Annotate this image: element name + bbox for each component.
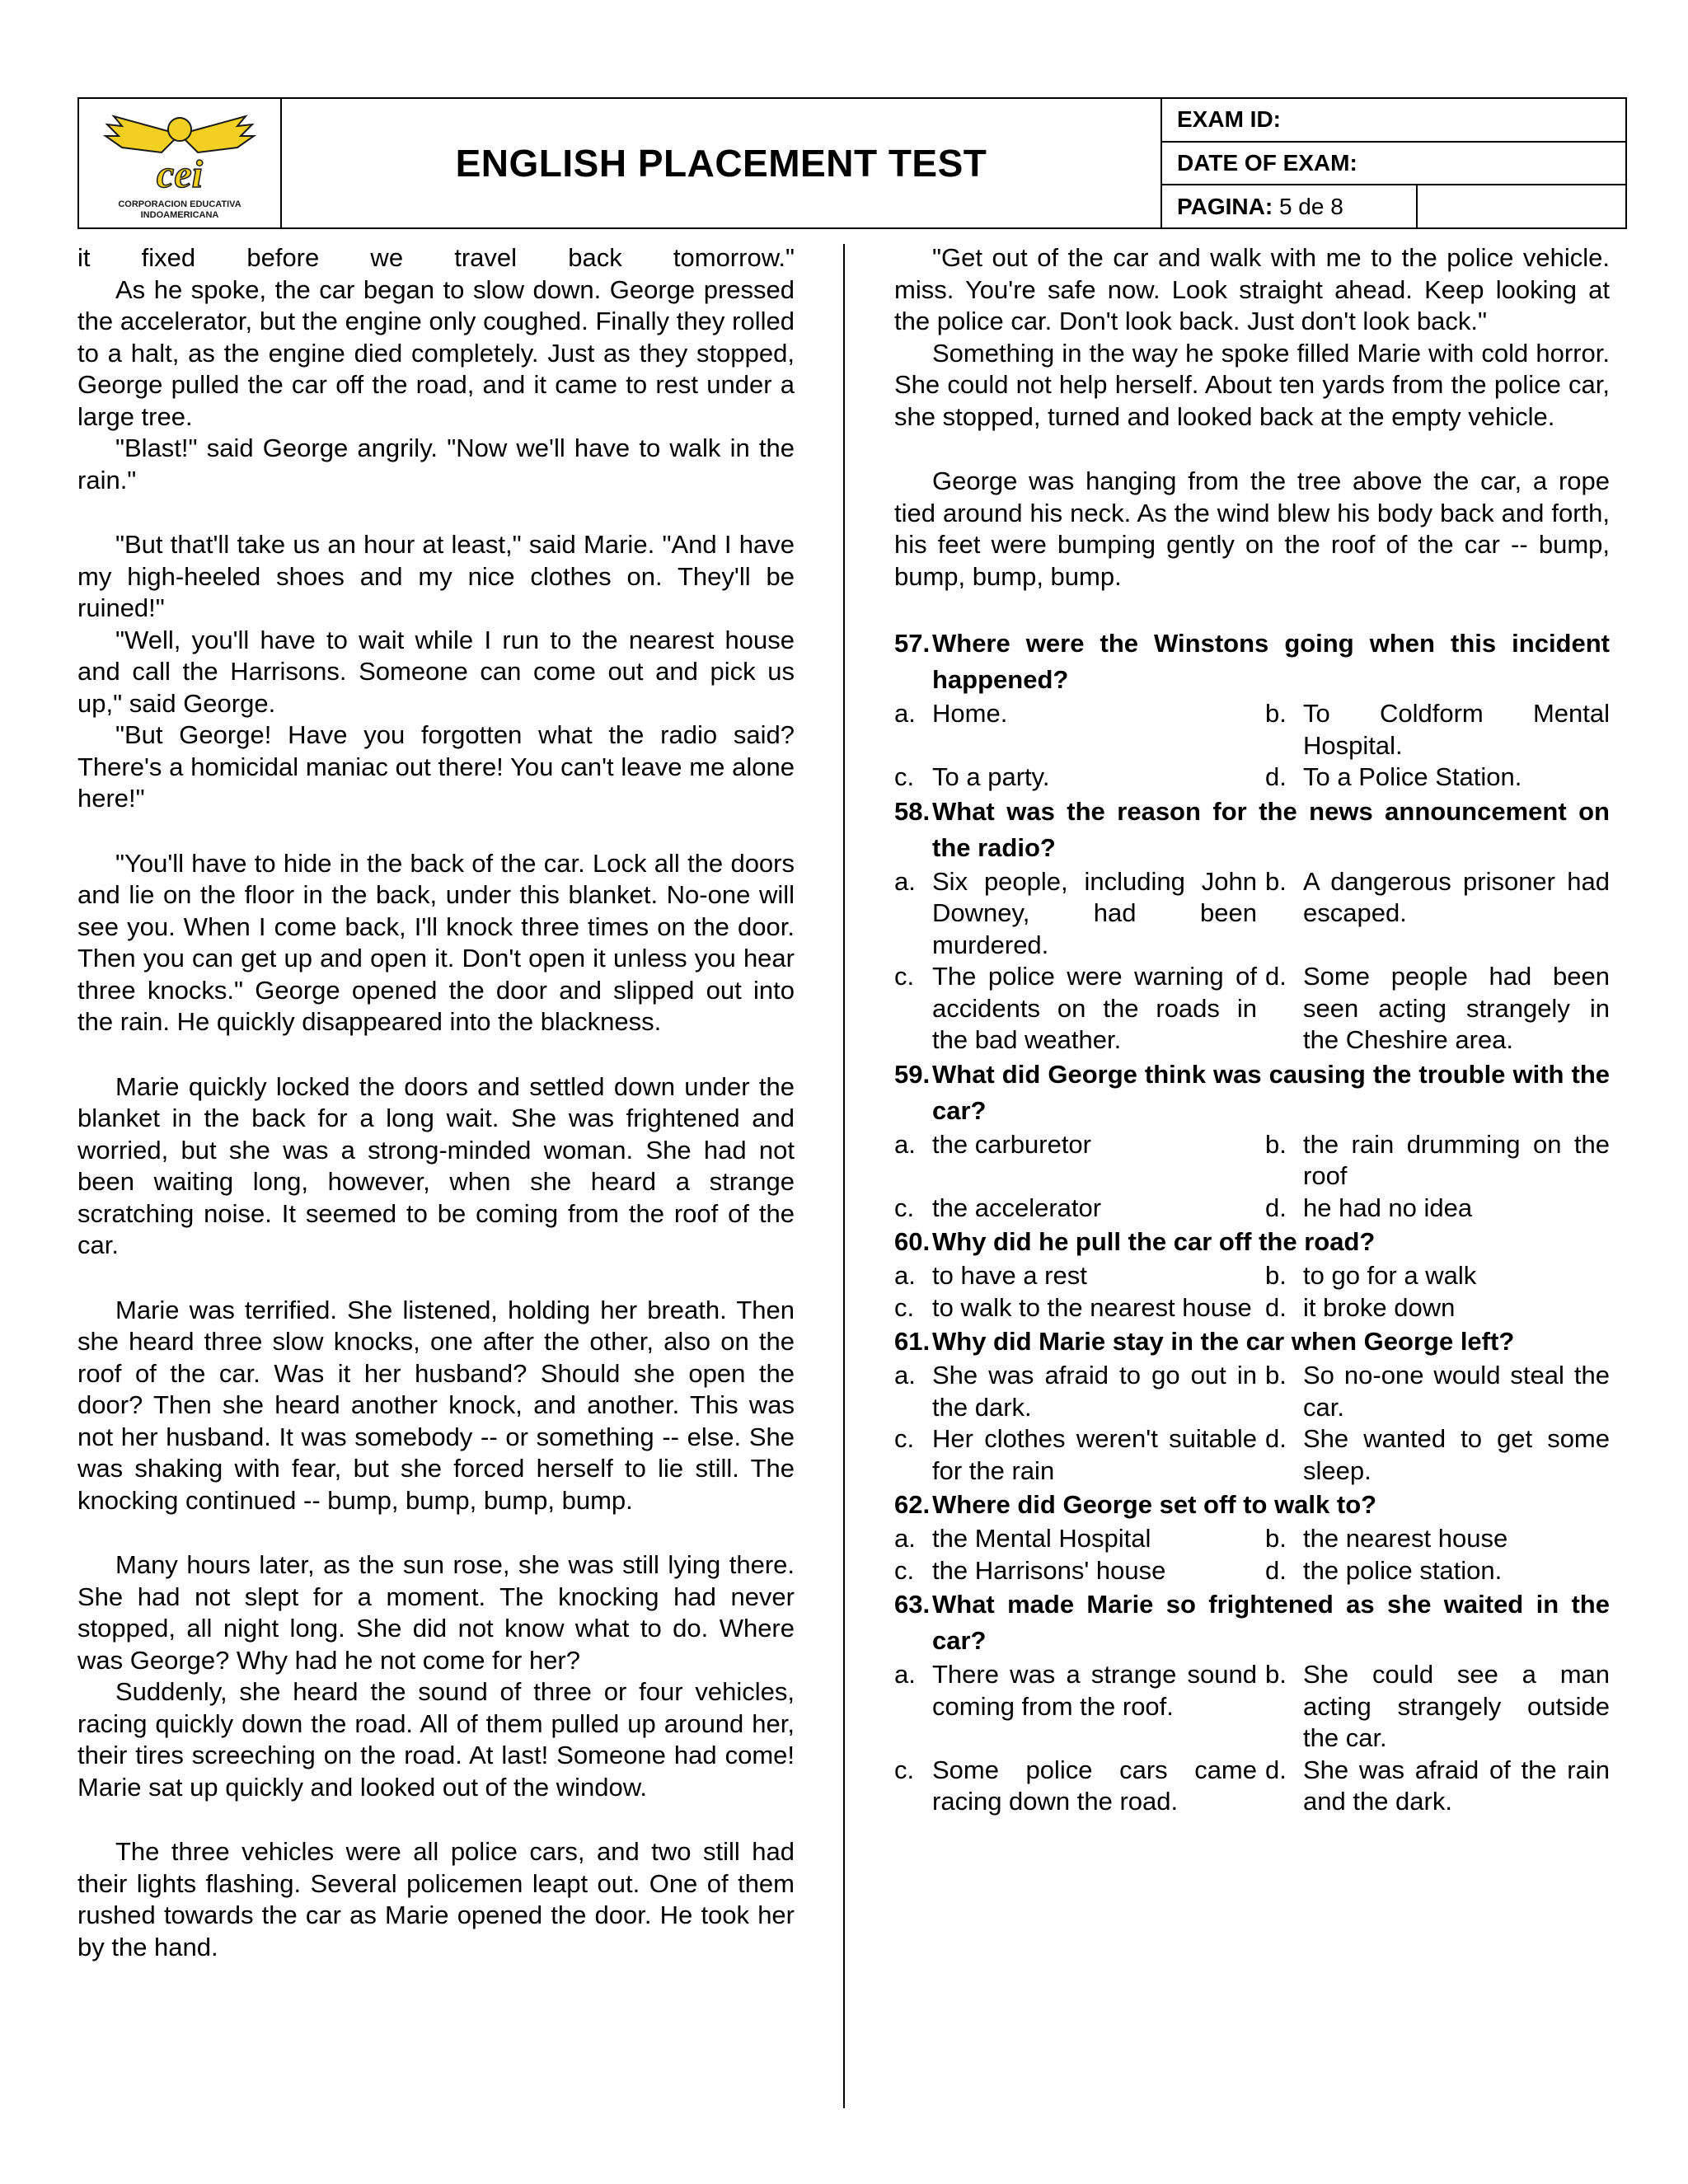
answer-option[interactable] [894,1523,1265,1555]
answer-option[interactable] [894,961,1265,1057]
answer-option[interactable] [894,1129,1265,1193]
question-number: 59. [894,1059,931,1089]
option-text: She could see a man acting strangely outside the car. [1303,1660,1610,1752]
answer-options [894,1523,1610,1586]
title-cell [282,99,1162,227]
question-number: 57. [894,629,931,658]
option-letter: a. [894,1524,916,1553]
answer-option[interactable] [894,866,1265,962]
option-letter: b. [1265,1660,1287,1689]
option-letter: a. [894,699,916,728]
option-letter: b. [1265,1261,1287,1290]
answer-options [894,1360,1610,1487]
option-text: the carburetor [932,1129,1091,1159]
story-paragraph: "But that'll take us an hour at least," said Marie. "And I have my high-heeled shoes and my nice clothes on. They'll be ruined!" [77,530,795,622]
question-number: 61. [894,1327,931,1356]
option-letter: c. [894,1193,915,1222]
option-text: The police were warning of accidents on the roads in the bad weather. [932,962,1257,1054]
option-text: Her clothes weren't suitable for the rain [932,1424,1257,1485]
story-paragraph: Many hours later, as the sun rose, she was still lying there. She had not slept for a moment. The knocking had never stopped, all night long. She did not know what to do. Where was George? Why had he not come for her? [77,1550,795,1675]
option-letter: d. [1265,962,1287,991]
story-paragraph: "Well, you'll have to wait while I run to the nearest house and call the Harrisons. Someone can come out and pick us up," said George. [77,625,795,718]
option-text: So no-one would steal the car. [1303,1361,1610,1422]
page-row [1162,184,1625,227]
question-number: 60. [894,1227,931,1256]
story-column-right [894,242,1610,1818]
cei-logo-icon [97,101,262,225]
question-number: 63. [894,1590,931,1619]
question [894,1487,1610,1523]
story-paragraph: Marie quickly locked the doors and settled down under the blanket in the back for a long wait. She was frightened and worried, but she was a strong-minded woman. She had not been waiting long, however, when she heard a strange scratching noise. It seemed to be coming from the roof of the car. [77,1071,795,1259]
answer-option[interactable] [1265,1292,1610,1324]
answer-option[interactable] [1265,698,1610,762]
option-letter: b. [1265,866,1287,896]
option-letter: d. [1265,1193,1287,1222]
answer-option[interactable] [894,1423,1265,1487]
option-letter: a. [894,1361,916,1390]
question [894,794,1610,866]
question [894,1224,1610,1260]
option-letter: b. [1265,1524,1287,1553]
answer-option[interactable] [894,1292,1265,1324]
story-column-left [77,242,795,1963]
option-letter: b. [1265,1361,1287,1390]
question [894,1586,1610,1659]
answer-options [894,1659,1610,1818]
date-label: DATE OF EXAM: [1177,150,1357,176]
story-paragraph: "Blast!" said George angrily. "Now we'll have to walk in the rain." [77,434,795,494]
option-text: Some police cars came racing down the road. [932,1755,1257,1816]
story-paragraph: Something in the way he spoke filled Marie with cold horror. She could not help herself. About ten yards from the police car, she stopped, turned and looked back at the empty vehicle. [894,338,1610,431]
page-label: PAGINA: [1177,193,1273,219]
option-text: She was afraid of the rain and the dark. [1303,1755,1610,1816]
svg-text:cei: cei [157,152,203,196]
answer-option[interactable] [1265,1659,1610,1755]
question-text: Where were the Winstons going when this incident happened? [932,629,1610,694]
option-text: She wanted to get some sleep. [1303,1424,1610,1485]
option-text: the Harrisons' house [932,1555,1166,1585]
question-text: What made Marie so frightened as she waited in the car? [932,1590,1610,1655]
question-text: Why did Marie stay in the car when George left? [932,1327,1515,1356]
question [894,1324,1610,1360]
story-paragraph: Marie was terrified. She listened, holding her breath. Then she heard three slow knocks, one after the other, also on the roof of the car. Was it her husband? Should she open the door? Then she heard another knock, and another. This was not her husband. It was somebody -- or something -- else. She was shaking with fear, but she forced herself to lie still. The knocking continued -- bump, bump, bump, bump. [77,1295,795,1515]
option-letter: a. [894,1261,916,1290]
question-number: 58. [894,796,931,826]
answer-option[interactable] [1265,762,1610,794]
answer-option[interactable] [894,1755,1265,1818]
option-letter: a. [894,1129,916,1159]
option-letter: d. [1265,1292,1287,1322]
option-text: Home. [932,699,1008,728]
exam-meta [1162,99,1625,227]
option-text: it broke down [1303,1292,1456,1322]
question-text: Where did George set off to walk to? [932,1490,1377,1519]
option-text: the accelerator [932,1193,1102,1222]
option-text: to go for a walk [1303,1261,1477,1290]
option-text: To a party. [932,762,1050,791]
svg-text:CORPORACION EDUCATIVA: CORPORACION EDUCATIVA [118,199,241,209]
page-blank-cell [1418,185,1625,227]
answer-option[interactable] [1265,1360,1610,1423]
option-letter: a. [894,1660,916,1689]
answer-option[interactable] [894,1193,1265,1225]
story-paragraph: Suddenly, she heard the sound of three or four vehicles, racing quickly down the road. All of them pulled up around her, their tires screeching on the road. At last! Someone had come! Marie sat up quickly and looked out of the window. [77,1677,795,1802]
story-paragraph: "Get out of the car and walk with me to the police vehicle. miss. You're safe now. Look straight ahead. Keep looking at the police car. Don't look back. Just don't look back." [894,243,1610,335]
question [894,1057,1610,1129]
question [894,626,1610,698]
story-paragraph: As he spoke, the car began to slow down. George pressed the accelerator, but the engine only coughed. Finally they rolled to a halt, as the engine died completely. Just as they stopped, George pulled the car off the road, and it came to rest under a large tree. [77,274,795,431]
date-row [1162,141,1625,185]
option-letter: d. [1265,1755,1287,1784]
option-text: Six people, including John Downey, had been murdered. [932,866,1257,959]
exam-id-row [1162,99,1625,141]
answer-options [894,866,1610,1057]
option-letter: d. [1265,1555,1287,1585]
question-number: 62. [894,1490,931,1519]
column-divider [843,244,845,2108]
question-text: Why did he pull the car off the road? [932,1227,1376,1256]
answer-options [894,1129,1610,1225]
answer-option[interactable] [1265,961,1610,1057]
option-text: There was a strange sound coming from the roof. [932,1660,1257,1721]
answer-option[interactable] [1265,1555,1610,1587]
option-letter: c. [894,1292,915,1322]
answer-option[interactable] [894,698,1265,762]
option-letter: c. [894,1424,915,1453]
option-text: the police station. [1303,1555,1503,1585]
option-text: the nearest house [1303,1524,1508,1553]
option-text: the Mental Hospital [932,1524,1151,1553]
answer-option[interactable] [894,1659,1265,1755]
answer-option[interactable] [894,1260,1265,1292]
option-letter: a. [894,866,916,896]
answer-option[interactable] [1265,1755,1610,1818]
option-text: he had no idea [1303,1193,1473,1222]
option-letter: c. [894,762,915,791]
questions-section [894,626,1610,1818]
answer-option[interactable] [1265,866,1610,962]
question-text: What was the reason for the news announcement on the radio? [932,796,1610,862]
exam-header [77,97,1627,229]
option-text: To Coldform Mental Hospital. [1303,699,1610,760]
option-letter: b. [1265,1129,1287,1159]
option-text: She was afraid to go out in the dark. [932,1361,1257,1422]
option-text: the rain drumming on the roof [1303,1129,1610,1190]
option-letter: b. [1265,699,1287,728]
option-text: to walk to the nearest house [932,1292,1252,1322]
page-number: 5 de 8 [1278,193,1343,219]
option-text: A dangerous prisoner had escaped. [1303,866,1610,927]
answer-option[interactable] [894,1555,1265,1587]
exam-id-label: EXAM ID: [1177,106,1281,133]
svg-text:INDOAMERICANA: INDOAMERICANA [140,210,219,220]
answer-option[interactable] [894,762,1265,794]
story-paragraph: George was hanging from the tree above the car, a rope tied around his neck. As the wind blew his body back and forth, his feet were bumping gently on the roof of the car -- bump, bump, bump, bump. [894,466,1610,591]
story-paragraph: "But George! Have you forgotten what the radio said? There's a homicidal maniac out there! You can't leave me alone here!" [77,720,795,813]
option-letter: c. [894,962,915,991]
answer-option[interactable] [1265,1129,1610,1193]
option-letter: c. [894,1555,915,1585]
answer-option[interactable] [1265,1523,1610,1555]
answer-options [894,698,1610,794]
option-letter: d. [1265,1424,1287,1453]
option-text: Some people had been seen acting strangely in the Cheshire area. [1303,962,1610,1054]
story-paragraph: The three vehicles were all police cars, and two still had their lights flashing. Several policemen leapt out. One of them rushed towards the car as Marie opened the door. He took her by the hand. [77,1837,795,1961]
story-paragraph: "You'll have to hide in the back of the car. Lock all the doors and lie on the floor in the back, under this blanket. No-one will see you. When I come back, I'll knock three times on the door. Then you can get up and open it. Don't open it unless you hear three knocks." George opened the door and slipped out into the rain. He quickly disappeared into the blackness. [77,848,795,1036]
answer-option[interactable] [894,1360,1265,1423]
page-title: ENGLISH PLACEMENT TEST [455,142,987,185]
option-letter: c. [894,1755,915,1784]
option-letter: d. [1265,762,1287,791]
question-text: What did George think was causing the trouble with the car? [932,1059,1610,1125]
answer-option[interactable] [1265,1260,1610,1292]
story-paragraph: it fixed before we travel back tomorrow." [77,243,795,272]
option-text: To a Police Station. [1303,762,1522,791]
answer-option[interactable] [1265,1423,1610,1487]
answer-options [894,1260,1610,1324]
option-text: to have a rest [932,1261,1087,1290]
logo [79,99,282,227]
answer-option[interactable] [1265,1193,1610,1225]
